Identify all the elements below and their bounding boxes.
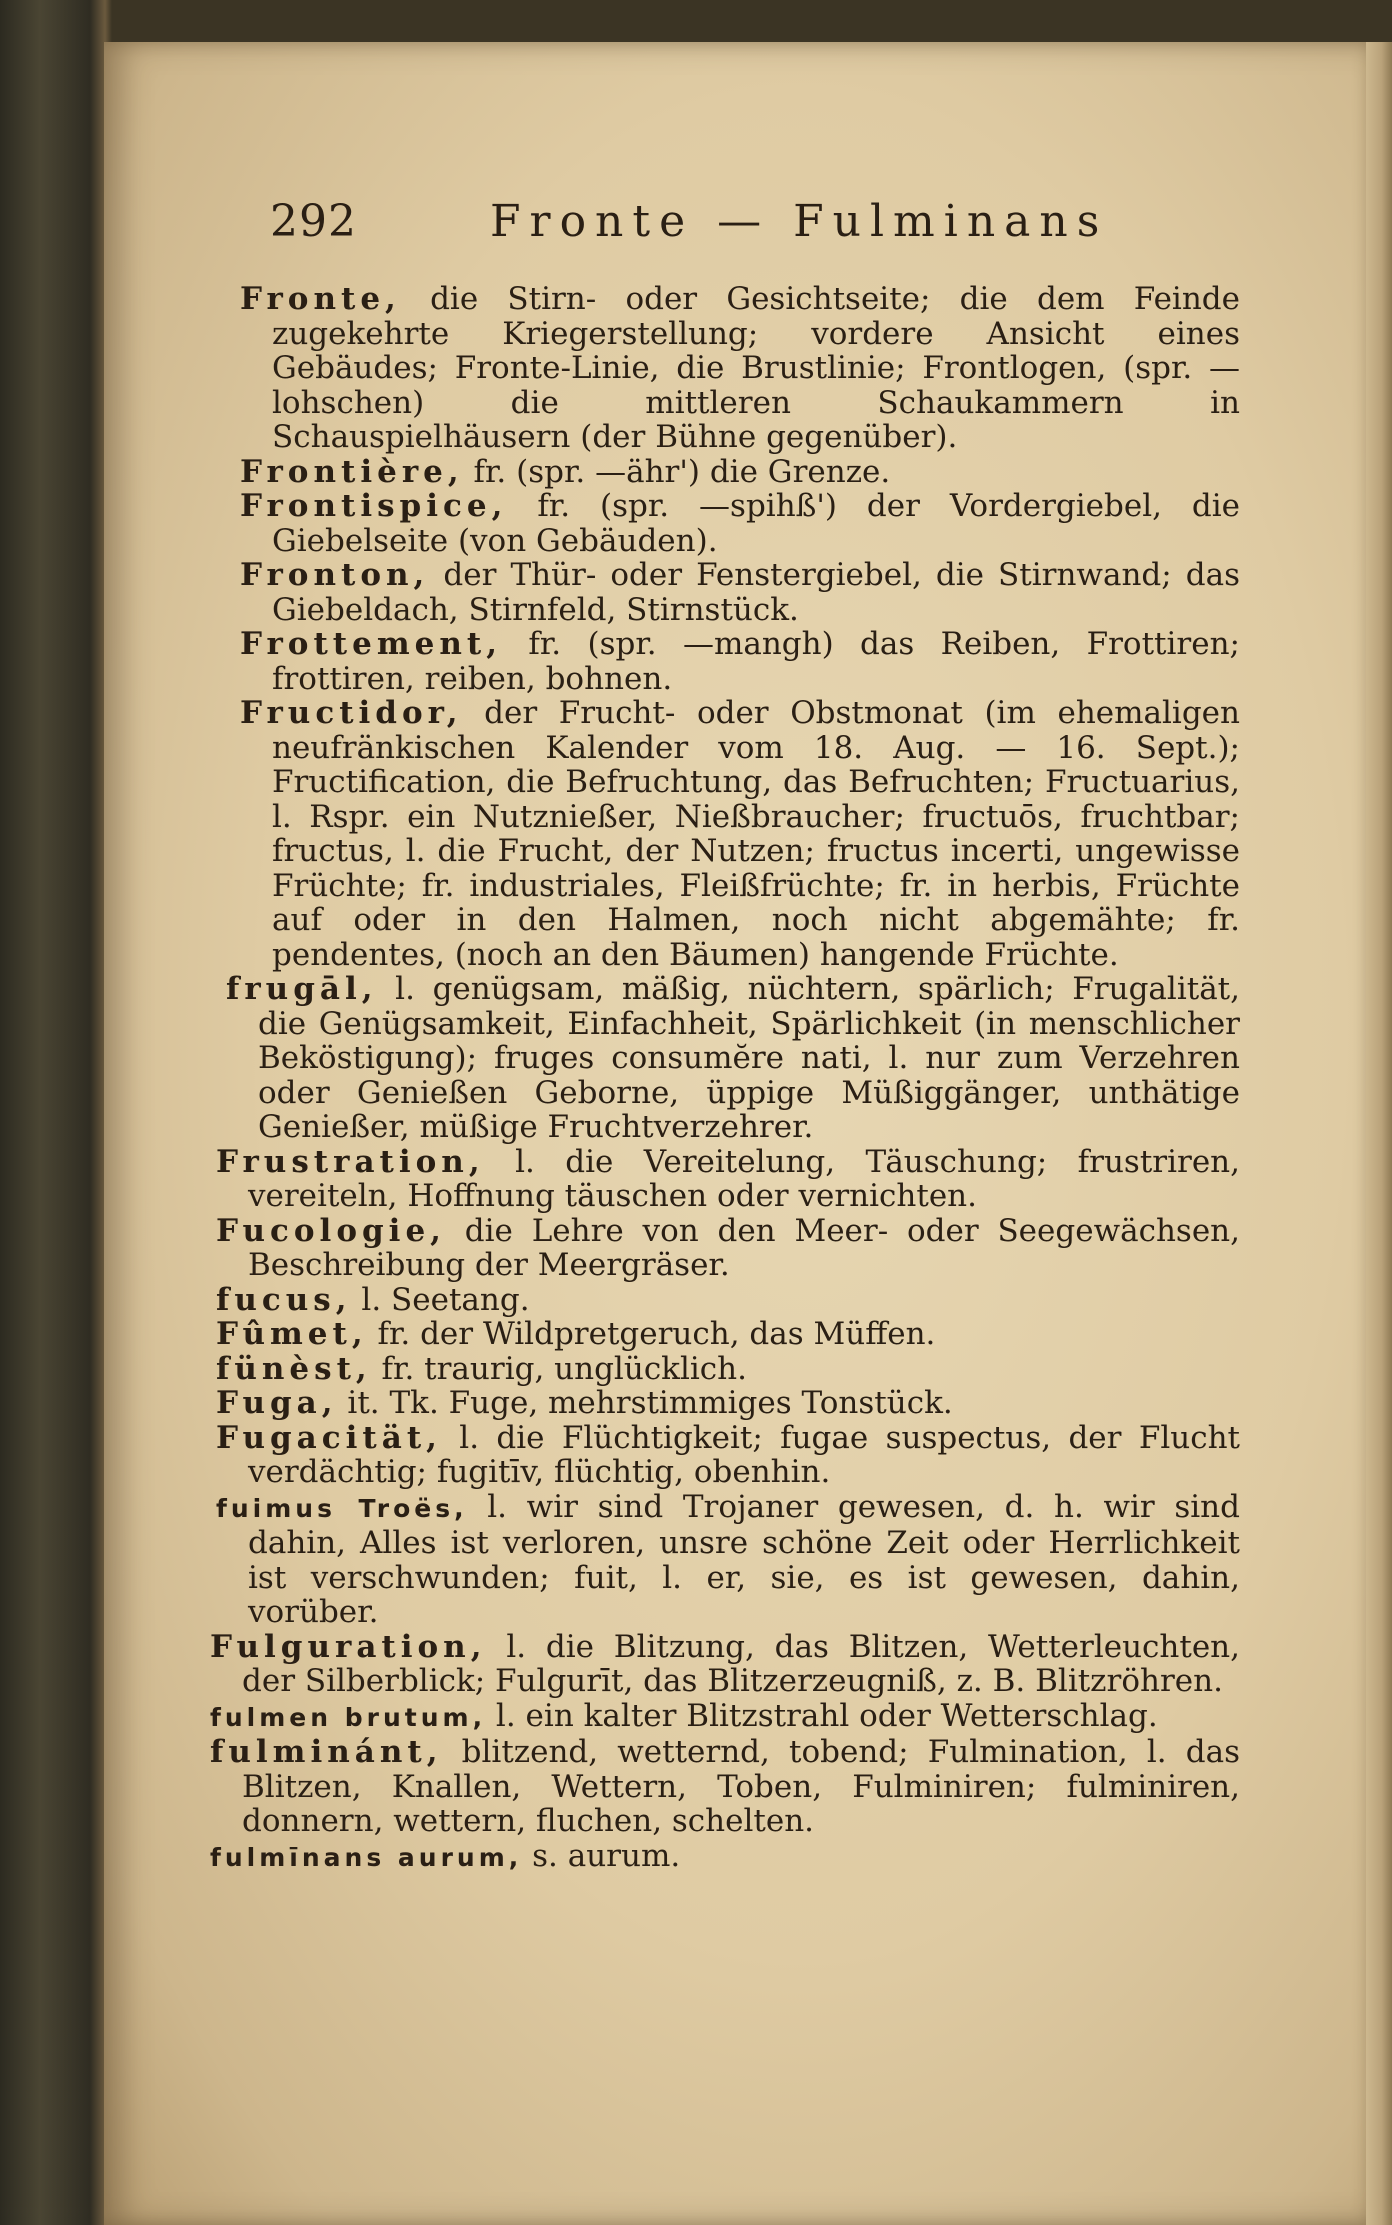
headword: Frontispice,	[240, 488, 508, 524]
definition: fr. (spr. —mangh) das Reiben, Frottiren; frottiren, reiben, bohnen.	[272, 626, 1240, 697]
definition: fr. (spr. —ähr') die Grenze.	[463, 453, 891, 490]
headword: Fronte,	[240, 281, 401, 317]
entry-fronton	[240, 558, 1240, 627]
headword: fulminánt,	[210, 1734, 443, 1770]
headword: Fugacität,	[216, 1419, 442, 1456]
entry-fuimus-troes	[216, 1490, 1240, 1630]
definition: l. ein kalter Blitzstrahl oder Wetterschlag.	[486, 1697, 1158, 1734]
headword: Fulguration,	[210, 1628, 487, 1665]
definition: l. genügsam, mäßig, nüchtern, spärlich; Frugalität, die Genügsamkeit, Einfachheit, Spärlichkeit (in menschlicher Beköstigung); fruges consumĕre nati, l. nur zum Verzehren oder Genießen Geborne, üppige Müßiggänger, unthätige Genießer, müßige Fruchtverzehrer.	[258, 971, 1240, 1145]
definition: der Frucht- oder Obstmonat (im ehemaligen neufränkischen Kalender vom 18. Aug. — 16. Sept.); Fructification, die Befruchtung, das Befruchten; Fructuarius, l. Rspr. ein Nutznießer, Nießbraucher; fructuōs, fruchtbar; fructus, l. die Frucht, der Nutzen; fructus incerti, ungewisse Früchte; fr. industriales, Fleißfrüchte; fr. in herbis, Früchte auf oder in den Halmen, noch nicht abgemähte; fr. pendentes, (noch an den Bäumen) hangende Früchte.	[272, 695, 1240, 973]
definition: fr. (spr. —spihß') der Vordergiebel, die Giebelseite (von Gebäuden).	[272, 488, 1240, 559]
headword: Frustration,	[216, 1143, 485, 1180]
page-number: 292	[270, 196, 357, 247]
definition: l. die Blitzung, das Blitzen, Wetterleuchten, der Silberblick; Fulgurīt, das Blitzerzeugniß, z. B. Blitzröhren.	[242, 1628, 1240, 1699]
headword: Frottement,	[240, 626, 503, 662]
entry-frottement	[240, 627, 1240, 696]
definition: l. Seetang.	[351, 1281, 530, 1318]
definition: l. wir sind Trojaner gewesen, d. h. wir sind dahin, Alles ist verloren, unsre schöne Zeit oder Herrlichkeit ist verschwunden; fuit, l. er, sie, es ist gewesen, dahin, vorüber.	[248, 1488, 1240, 1630]
entry-funest	[216, 1352, 1240, 1387]
definition: der Thür- oder Fenstergiebel, die Stirnwand; das Giebeldach, Stirnfeld, Stirnstück.	[272, 557, 1240, 628]
headword: Fûmet,	[216, 1316, 368, 1352]
headword: fünèst,	[216, 1350, 372, 1387]
entry-fugacitat	[216, 1421, 1240, 1490]
headword: Fructidor,	[240, 695, 463, 731]
entry-fulminant	[210, 1735, 1240, 1839]
entry-fulminans-aurum	[210, 1839, 1240, 1876]
page-edge	[1366, 42, 1392, 2225]
headword: fulmen brutum,	[210, 1702, 487, 1732]
headword: fulmīnans aurum,	[210, 1842, 523, 1872]
entry-fulmen-brutum	[210, 1699, 1240, 1736]
entry-fucologie	[216, 1214, 1240, 1283]
headword: Frontière,	[240, 453, 464, 490]
headword: frugāl,	[226, 971, 378, 1007]
definition: fr. der Wildpretgeruch, das Müffen.	[367, 1316, 936, 1352]
definition: it. Tk. Fuge, mehrstimmiges Tonstück.	[337, 1385, 953, 1421]
definition: fr. traurig, unglücklich.	[371, 1350, 747, 1387]
entry-frontiere	[240, 455, 1240, 490]
definition: l. die Vereitelung, Täuschung; frustriren, vereiteln, Hoffnung täuschen oder vernichten.	[248, 1143, 1240, 1214]
entry-fumet	[216, 1317, 1240, 1352]
definition: l. die Flüchtigkeit; fugae suspectus, der Flucht verdächtig; fugitīv, flüchtig, obenhin.	[248, 1419, 1240, 1490]
definition: die Lehre von den Meer- oder Seegewächsen, Beschreibung der Meergräser.	[248, 1212, 1240, 1283]
headword: Fuga,	[216, 1385, 338, 1421]
page-header	[270, 196, 1109, 256]
headword: fuimus Troës,	[216, 1493, 468, 1523]
entry-fructidor	[240, 696, 1240, 972]
entry-fulguration	[210, 1630, 1240, 1699]
entry-frustration	[216, 1145, 1240, 1214]
entry-frugal	[226, 972, 1240, 1145]
headword: Fronton,	[240, 557, 430, 593]
definition: s. aurum.	[522, 1837, 681, 1874]
entry-fronte	[240, 282, 1240, 455]
entry-fuga	[216, 1386, 1240, 1421]
definition: blitzend, wetternd, tobend; Fulmination, l. das Blitzen, Knallen, Wettern, Toben, Fulminiren; fulminiren, donnern, wettern, fluchen, schelten.	[242, 1734, 1240, 1839]
entry-fucus	[216, 1283, 1240, 1318]
running-head: Fronte — Fulminans	[490, 196, 1109, 247]
headword: Fucologie,	[216, 1212, 446, 1249]
entry-frontispice	[240, 489, 1240, 558]
definition: die Stirn- oder Gesichtseite; die dem Feinde zugekehrte Kriegerstellung; vordere Ansicht eines Gebäudes; Fronte-Linie, die Brustlinie; Frontlogen, (spr. —lohschen) die mittleren Schaukammern in Schauspielhäusern (der Bühne gegenüber).	[272, 281, 1240, 455]
dictionary-column	[210, 281, 1240, 1875]
headword: fucus,	[216, 1281, 352, 1318]
